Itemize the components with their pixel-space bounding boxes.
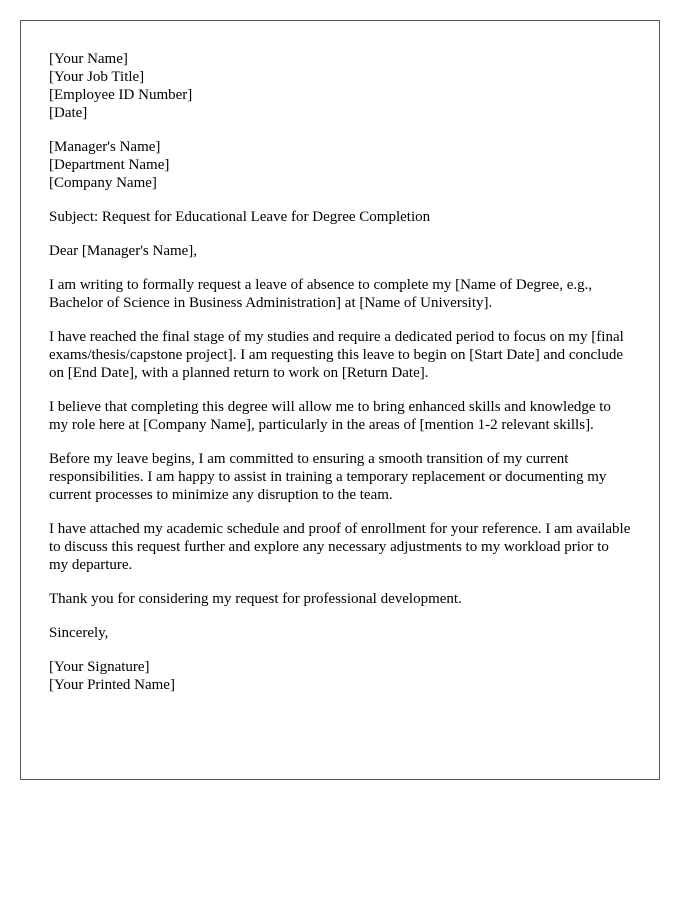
sender-job-title: [Your Job Title] [49, 69, 145, 85]
recipient-name: [Manager's Name] [49, 139, 161, 155]
recipient-company: [Company Name] [49, 175, 157, 191]
body-paragraph-2: I have reached the final stage of my studies and require a dedicated period to focus on my [final exams/thesis/capstone project]. I am requesting this leave to begin on [Start Date] and conclude on [End Date], with a planned return to work on [Return Date]. [49, 329, 624, 381]
recipient-block [49, 138, 631, 192]
signature-block [49, 658, 631, 694]
closing: Sincerely, [49, 625, 109, 641]
sender-name: [Your Name] [49, 51, 128, 67]
subject-line: Subject: Request for Educational Leave for Degree Completion [49, 209, 431, 225]
body-paragraph-1: I am writing to formally request a leave of absence to complete my [Name of Degree, e.g., Bachelor of Science in Business Administration] at [Name of University]. [49, 277, 593, 311]
signature-line: [Your Signature] [49, 659, 150, 675]
letter-date: [Date] [49, 105, 88, 121]
letter-document [20, 20, 660, 780]
body-paragraph-5: I have attached my academic schedule and proof of enrollment for your reference. I am available to discuss this request further and explore any necessary adjustments to my workload prior to my departure. [49, 521, 631, 573]
body-paragraph-6: Thank you for considering my request for professional development. [49, 591, 462, 607]
printed-name: [Your Printed Name] [49, 677, 175, 693]
body-paragraph-3: I believe that completing this degree will allow me to bring enhanced skills and knowledge to my role here at [Company Name], particularly in the areas of [mention 1-2 relevant skills]. [49, 399, 611, 433]
salutation: Dear [Manager's Name], [49, 243, 198, 259]
sender-block [49, 50, 631, 122]
body-paragraph-4: Before my leave begins, I am committed to ensuring a smooth transition of my current responsibilities. I am happy to assist in training a temporary replacement or documenting my current processes to minimize any disruption to the team. [49, 451, 607, 503]
recipient-department: [Department Name] [49, 157, 170, 173]
sender-employee-id: [Employee ID Number] [49, 87, 193, 103]
